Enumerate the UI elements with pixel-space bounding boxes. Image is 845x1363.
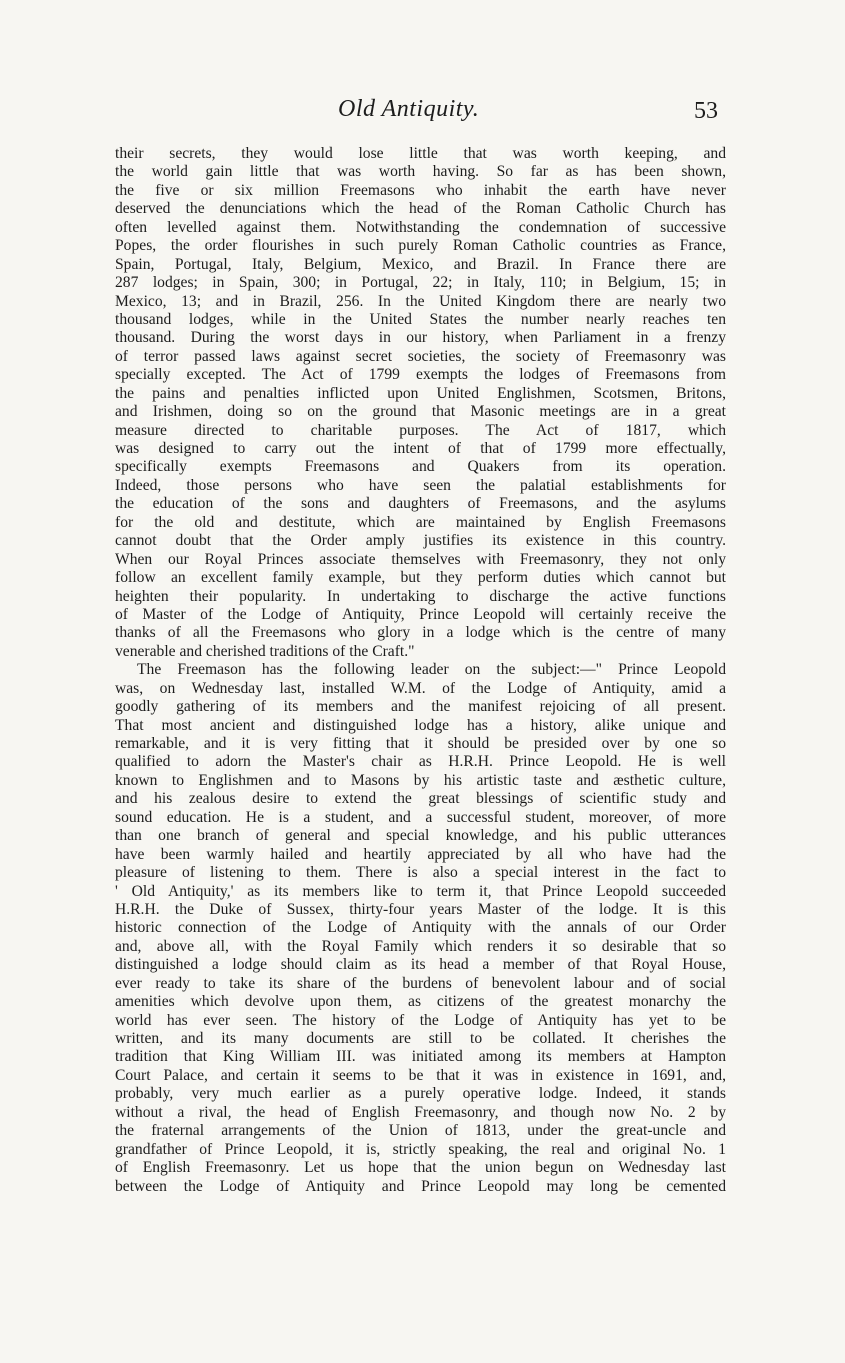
body-text: [115, 145, 726, 1196]
text-line: thanks of all the Freemasons who glory in a lodge which is the centre of many: [115, 624, 726, 642]
text-line: the pains and penalties inflicted upon United Englishmen, Scotsmen, Britons,: [115, 384, 726, 402]
text-line: was, on Wednesday last, installed W.M. of the Lodge of Antiquity, amid a: [115, 679, 726, 697]
text-line: thousand lodges, while in the United States the number nearly reaches ten: [115, 310, 726, 328]
text-line: thousand. During the worst days in our history, when Parliament in a frenzy: [115, 329, 726, 347]
text-line: of English Freemasonry. Let us hope that the union begun on Wednesday last: [115, 1159, 726, 1177]
text-line: the five or six million Freemasons who inhabit the earth have never: [115, 181, 726, 199]
text-line: measure directed to charitable purposes. The Act of 1817, which: [115, 421, 726, 439]
text-line: ' Old Antiquity,' as its members like to term it, that Prince Leopold succeeded: [115, 882, 726, 900]
text-line: have been warmly hailed and heartily appreciated by all who have had the: [115, 845, 726, 863]
text-line: and Irishmen, doing so on the ground that Masonic meetings are in a great: [115, 403, 726, 421]
text-line: venerable and cherished traditions of the Craft.": [115, 642, 415, 660]
text-line: and, above all, with the Royal Family which renders it so desirable that so: [115, 937, 726, 955]
text-line: H.R.H. the Duke of Sussex, thirty-four years Master of the lodge. It is this: [115, 900, 726, 918]
text-line: That most ancient and distinguished lodge has a history, alike unique and: [115, 716, 726, 734]
text-line: of Master of the Lodge of Antiquity, Prince Leopold will certainly receive the: [115, 605, 726, 623]
text-line: The Freemason has the following leader on the subject:—" Prince Leopold: [137, 661, 726, 679]
page-header: [0, 96, 845, 130]
text-line: amenities which devolve upon them, as citizens of the greatest monarchy the: [115, 993, 726, 1011]
text-line: cannot doubt that the Order amply justifies its existence in this country.: [115, 532, 726, 550]
text-line: the fraternal arrangements of the Union of 1813, under the great-uncle and: [115, 1122, 726, 1140]
text-line: follow an excellent family example, but they perform duties which cannot but: [115, 569, 726, 587]
text-line: remarkable, and it is very fitting that it should be presided over by one so: [115, 735, 726, 752]
text-line: Popes, the order flourishes in such purely Roman Catholic countries as France,: [115, 237, 726, 255]
text-line: probably, very much earlier as a purely operative lodge. Indeed, it stands: [115, 1085, 726, 1103]
text-line: specially excepted. The Act of 1799 exempts the lodges of Freemasons from: [115, 366, 726, 384]
text-line: their secrets, they would lose little that was worth keeping, and: [115, 145, 726, 162]
text-line: ever ready to take its share of the burdens of benevolent labour and of social: [115, 974, 726, 992]
text-line: known to Englishmen and to Masons by his artistic taste and æsthetic culture,: [115, 771, 726, 789]
text-line: distinguished a lodge should claim as its head a member of that Royal House,: [115, 956, 726, 974]
text-line: Indeed, those persons who have seen the palatial establishments for: [115, 476, 726, 494]
text-line: the education of the sons and daughters of Freemasons, and the asylums: [115, 495, 726, 513]
text-line: Court Palace, and certain it seems to be that it was in existence in 1691, and,: [115, 1066, 726, 1084]
text-line: grandfather of Prince Leopold, it is, strictly speaking, the real and original No. 1: [115, 1140, 726, 1158]
text-line: often levelled against them. Notwithstanding the condemnation of successive: [115, 218, 726, 236]
text-line: specifically exempts Freemasons and Quakers from its operation.: [115, 458, 726, 476]
text-line: tradition that King William III. was initiated among its members at Hampton: [115, 1048, 726, 1066]
text-line: deserved the denunciations which the head of the Roman Catholic Church has: [115, 200, 726, 218]
text-line: pleasure of listening to them. There is also a special interest in the fact to: [115, 864, 726, 882]
text-line: of terror passed laws against secret societies, the society of Freemasonry was: [115, 347, 726, 365]
text-line: between the Lodge of Antiquity and Prince Leopold may long be cemented: [115, 1177, 726, 1195]
text-line: 287 lodges; in Spain, 300; in Portugal, 22; in Italy, 110; in Belgium, 15; in: [115, 274, 726, 292]
running-title: Old Antiquity.: [338, 96, 480, 122]
text-line: When our Royal Princes associate themselves with Freemasonry, they not only: [115, 550, 726, 568]
text-line: than one branch of general and special knowledge, and his public utterances: [115, 827, 726, 845]
text-line: world has ever seen. The history of the Lodge of Antiquity has yet to be: [115, 1011, 726, 1029]
text-line: goodly gathering of its members and the manifest rejoicing of all present.: [115, 698, 726, 716]
text-line: the world gain little that was worth having. So far as has been shown,: [115, 163, 726, 181]
text-line: sound education. He is a student, and a successful student, moreover, of more: [115, 808, 726, 826]
text-line: was designed to carry out the intent of that of 1799 more effectually,: [115, 440, 726, 457]
text-line: for the old and destitute, which are maintained by English Freemasons: [115, 513, 726, 531]
text-line: Spain, Portugal, Italy, Belgium, Mexico, and Brazil. In France there are: [115, 255, 726, 273]
text-line: Mexico, 13; and in Brazil, 256. In the United Kingdom there are nearly two: [115, 292, 726, 310]
page-number: 53: [694, 98, 718, 124]
text-line: historic connection of the Lodge of Antiquity with the annals of our Order: [115, 919, 726, 937]
text-line: heighten their popularity. In undertaking to discharge the active functions: [115, 587, 726, 605]
text-line: written, and its many documents are still to be collated. It cherishes the: [115, 1030, 726, 1047]
text-line: and his zealous desire to extend the great blessings of scientific study and: [115, 790, 726, 808]
text-line: qualified to adorn the Master's chair as H.R.H. Prince Leopold. He is well: [115, 753, 726, 771]
text-line: without a rival, the head of English Freemasonry, and though now No. 2 by: [115, 1103, 726, 1121]
